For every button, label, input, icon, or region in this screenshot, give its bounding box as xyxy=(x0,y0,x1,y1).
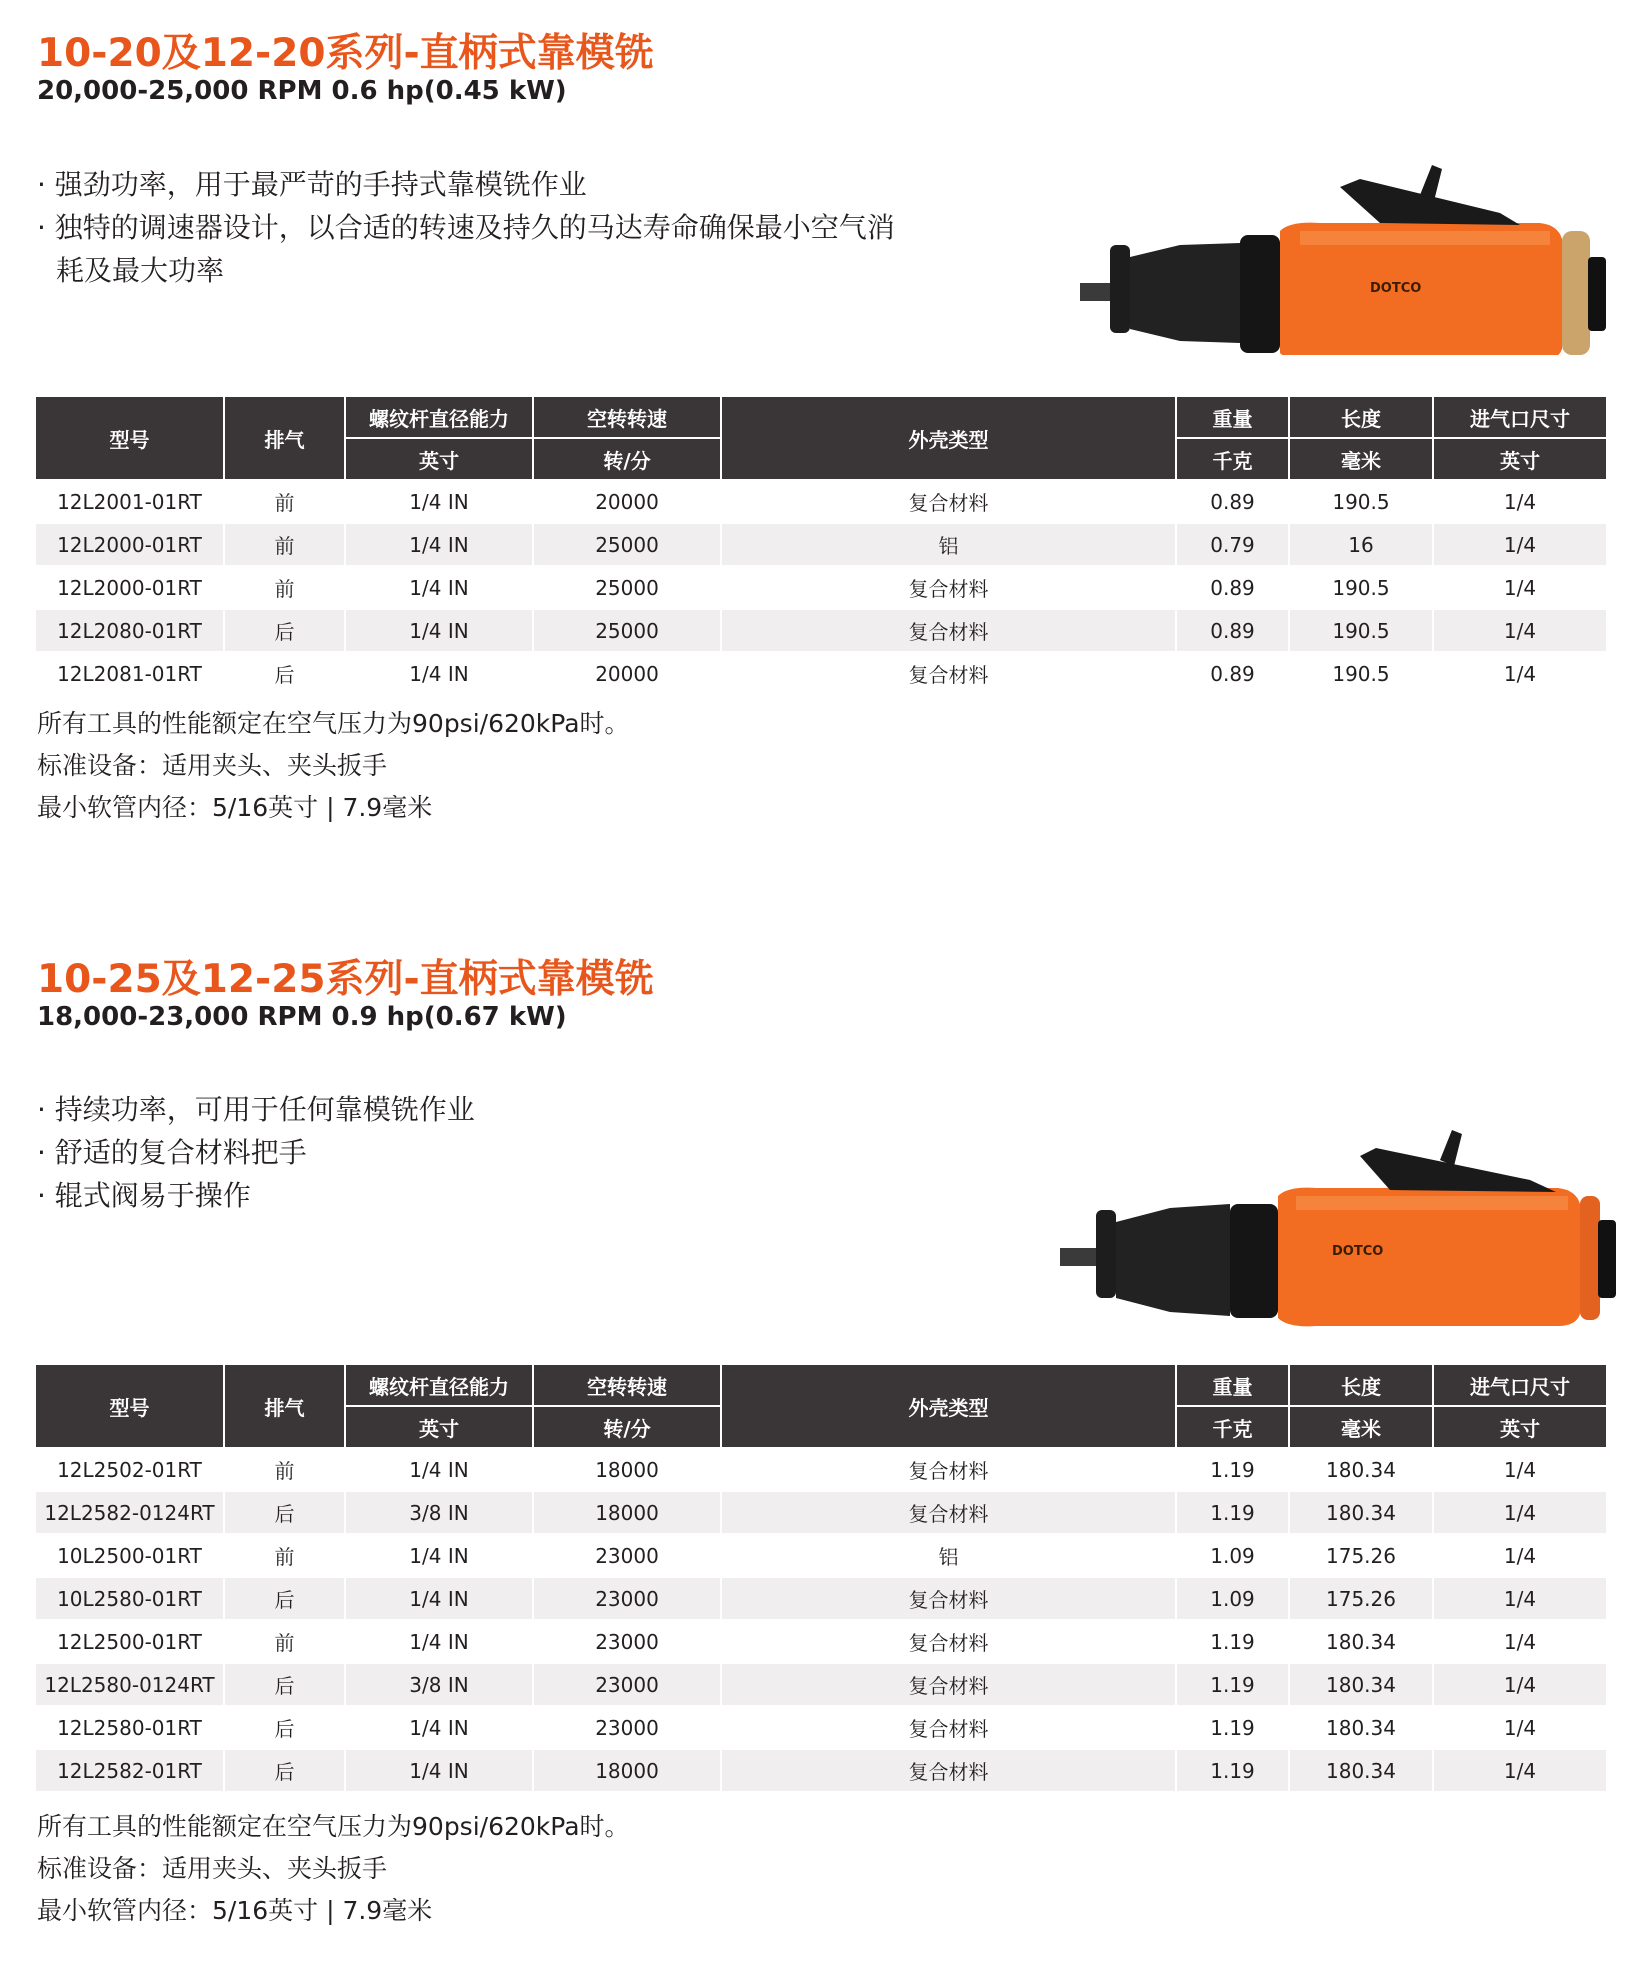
cell-collet: 3/8 IN xyxy=(345,1663,533,1706)
cell-model: 12L2080-01RT xyxy=(36,609,224,652)
cell-length: 175.26 xyxy=(1289,1534,1433,1577)
header-length: 长度 xyxy=(1289,1365,1433,1406)
table-row xyxy=(36,1749,1606,1791)
cell-exhaust: 后 xyxy=(224,1706,345,1749)
header-housing: 外壳类型 xyxy=(721,397,1176,480)
table-row xyxy=(36,1448,1606,1491)
cell-exhaust: 后 xyxy=(224,652,345,694)
tool-collar xyxy=(1240,235,1280,353)
tool-lever xyxy=(1360,1148,1556,1192)
table-row xyxy=(36,1491,1606,1534)
feature-item: · 舒适的复合材料把手 xyxy=(37,1136,307,1169)
note-equipment: 标准设备：适用夹头、夹头扳手 xyxy=(37,1854,388,1883)
cell-weight: 0.89 xyxy=(1176,480,1289,523)
cell-speed: 20000 xyxy=(533,480,721,523)
cell-speed: 23000 xyxy=(533,1663,721,1706)
tool-brand-label: DOTCO xyxy=(1370,281,1422,296)
notes xyxy=(37,703,630,829)
die-grinder-tool-image xyxy=(1060,1130,1620,1330)
table-row xyxy=(36,480,1606,523)
tool-end-cap xyxy=(1580,1196,1600,1320)
cell-inlet: 1/4 xyxy=(1433,1620,1606,1663)
header-speed-unit: 转/分 xyxy=(533,1406,721,1448)
header-collet: 螺纹杆直径能力 xyxy=(345,1365,533,1406)
header-speed-unit: 转/分 xyxy=(533,438,721,480)
tool-collar xyxy=(1230,1204,1278,1318)
cell-length: 190.5 xyxy=(1289,609,1433,652)
tool-air-inlet xyxy=(1588,257,1606,331)
cell-collet: 1/4 IN xyxy=(345,566,533,609)
cell-speed: 25000 xyxy=(533,609,721,652)
cell-exhaust: 后 xyxy=(224,1491,345,1534)
cell-model: 10L2580-01RT xyxy=(36,1577,224,1620)
cell-model: 12L2081-01RT xyxy=(36,652,224,694)
cell-inlet: 1/4 xyxy=(1433,1448,1606,1491)
table-row xyxy=(36,609,1606,652)
table-row xyxy=(36,1706,1606,1749)
cell-inlet: 1/4 xyxy=(1433,1577,1606,1620)
cell-collet: 1/4 IN xyxy=(345,523,533,566)
cell-model: 12L2580-01RT xyxy=(36,1706,224,1749)
cell-weight: 0.79 xyxy=(1176,523,1289,566)
section-title: 10-25及12-25系列-直柄式靠模铣 xyxy=(37,957,654,1002)
header-inlet: 进气口尺寸 xyxy=(1433,397,1606,438)
cell-weight: 1.19 xyxy=(1176,1620,1289,1663)
header-weight: 重量 xyxy=(1176,1365,1289,1406)
feature-item: · 持续功率，可用于任何靠模铣作业 xyxy=(37,1093,475,1126)
table-row xyxy=(36,1534,1606,1577)
cell-collet: 1/4 IN xyxy=(345,1749,533,1791)
cell-exhaust: 前 xyxy=(224,523,345,566)
cell-weight: 1.09 xyxy=(1176,1534,1289,1577)
tool-air-inlet xyxy=(1598,1220,1616,1298)
feature-item: · 独特的调速器设计，以合适的转速及持久的马达寿命确保最小空气消 xyxy=(37,211,895,244)
cell-speed: 23000 xyxy=(533,1577,721,1620)
header-weight-unit: 千克 xyxy=(1176,1406,1289,1448)
cell-inlet: 1/4 xyxy=(1433,652,1606,694)
tool-collet xyxy=(1130,243,1240,343)
feature-item: · 辊式阀易于操作 xyxy=(37,1179,251,1212)
cell-exhaust: 前 xyxy=(224,1620,345,1663)
section-subtitle: 18,000-23,000 RPM 0.9 hp(0.67 kW) xyxy=(37,1002,567,1032)
feature-list xyxy=(37,1088,475,1217)
cell-model: 12L2502-01RT xyxy=(36,1448,224,1491)
cell-collet: 1/4 IN xyxy=(345,1534,533,1577)
header-weight-unit: 千克 xyxy=(1176,438,1289,480)
cell-collet: 1/4 IN xyxy=(345,1706,533,1749)
table-row xyxy=(36,523,1606,566)
cell-weight: 0.89 xyxy=(1176,652,1289,694)
header-weight: 重量 xyxy=(1176,397,1289,438)
cell-collet: 1/4 IN xyxy=(345,652,533,694)
cell-speed: 18000 xyxy=(533,1749,721,1791)
tool-end-cap xyxy=(1562,231,1590,355)
header-length: 长度 xyxy=(1289,397,1433,438)
header-exhaust: 排气 xyxy=(224,1365,345,1448)
die-grinder-tool-image xyxy=(1080,165,1610,355)
cell-inlet: 1/4 xyxy=(1433,480,1606,523)
cell-housing: 铝 xyxy=(721,1534,1176,1577)
cell-exhaust: 后 xyxy=(224,1577,345,1620)
cell-length: 190.5 xyxy=(1289,652,1433,694)
feature-item: 耗及最大功率 xyxy=(56,254,225,287)
cell-housing: 复合材料 xyxy=(721,1749,1176,1791)
header-inlet-unit: 英寸 xyxy=(1433,1406,1606,1448)
cell-exhaust: 前 xyxy=(224,480,345,523)
header-model: 型号 xyxy=(36,1365,224,1448)
cell-housing: 复合材料 xyxy=(721,652,1176,694)
section-title: 10-20及12-20系列-直柄式靠模铣 xyxy=(37,31,654,76)
tool-brand-label: DOTCO xyxy=(1332,1244,1384,1259)
cell-length: 180.34 xyxy=(1289,1448,1433,1491)
cell-weight: 1.19 xyxy=(1176,1706,1289,1749)
cell-speed: 23000 xyxy=(533,1534,721,1577)
cell-inlet: 1/4 xyxy=(1433,1749,1606,1791)
cell-model: 12L2001-01RT xyxy=(36,480,224,523)
cell-inlet: 1/4 xyxy=(1433,1491,1606,1534)
header-speed: 空转转速 xyxy=(533,1365,721,1406)
cell-length: 180.34 xyxy=(1289,1491,1433,1534)
tool-collet xyxy=(1116,1204,1230,1316)
cell-housing: 复合材料 xyxy=(721,1620,1176,1663)
cell-model: 12L2580-0124RT xyxy=(36,1663,224,1706)
cell-collet: 1/4 IN xyxy=(345,1577,533,1620)
cell-speed: 20000 xyxy=(533,652,721,694)
cell-housing: 复合材料 xyxy=(721,1491,1176,1534)
header-collet: 螺纹杆直径能力 xyxy=(345,397,533,438)
table-row xyxy=(36,1577,1606,1620)
cell-inlet: 1/4 xyxy=(1433,1663,1606,1706)
header-inlet-unit: 英寸 xyxy=(1433,438,1606,480)
cell-housing: 复合材料 xyxy=(721,1448,1176,1491)
cell-speed: 25000 xyxy=(533,523,721,566)
cell-model: 12L2000-01RT xyxy=(36,523,224,566)
cell-housing: 复合材料 xyxy=(721,1663,1176,1706)
header-length-unit: 毫米 xyxy=(1289,438,1433,480)
cell-collet: 1/4 IN xyxy=(345,1448,533,1491)
cell-weight: 1.19 xyxy=(1176,1491,1289,1534)
spec-table xyxy=(36,1365,1606,1791)
cell-model: 12L2582-0124RT xyxy=(36,1491,224,1534)
cell-length: 180.34 xyxy=(1289,1663,1433,1706)
cell-length: 175.26 xyxy=(1289,1577,1433,1620)
cell-collet: 1/4 IN xyxy=(345,609,533,652)
cell-inlet: 1/4 xyxy=(1433,1534,1606,1577)
cell-exhaust: 前 xyxy=(224,566,345,609)
cell-speed: 23000 xyxy=(533,1706,721,1749)
tool-nose xyxy=(1110,245,1130,333)
cell-speed: 23000 xyxy=(533,1620,721,1663)
cell-inlet: 1/4 xyxy=(1433,609,1606,652)
note-pressure: 所有工具的性能额定在空气压力为90psi/620kPa时。 xyxy=(37,1812,630,1841)
cell-model: 12L2500-01RT xyxy=(36,1620,224,1663)
cell-model: 12L2000-01RT xyxy=(36,566,224,609)
cell-collet: 3/8 IN xyxy=(345,1491,533,1534)
cell-weight: 0.89 xyxy=(1176,609,1289,652)
section-subtitle: 20,000-25,000 RPM 0.6 hp(0.45 kW) xyxy=(37,76,567,106)
cell-collet: 1/4 IN xyxy=(345,480,533,523)
cell-housing: 铝 xyxy=(721,523,1176,566)
cell-length: 180.34 xyxy=(1289,1706,1433,1749)
cell-exhaust: 后 xyxy=(224,609,345,652)
cell-weight: 1.19 xyxy=(1176,1749,1289,1791)
note-hose: 最小软管内径：5/16英寸 | 7.9毫米 xyxy=(37,1896,433,1925)
table-row xyxy=(36,566,1606,609)
feature-item: · 强劲功率，用于最严苛的手持式靠模铣作业 xyxy=(37,168,587,201)
cell-weight: 1.19 xyxy=(1176,1448,1289,1491)
cell-length: 180.34 xyxy=(1289,1749,1433,1791)
tool-nose xyxy=(1096,1210,1116,1298)
spec-table xyxy=(36,397,1606,694)
feature-list xyxy=(37,163,895,292)
table-row xyxy=(36,1620,1606,1663)
header-speed: 空转转速 xyxy=(533,397,721,438)
table-row xyxy=(36,1663,1606,1706)
cell-weight: 1.09 xyxy=(1176,1577,1289,1620)
cell-length: 190.5 xyxy=(1289,480,1433,523)
cell-speed: 25000 xyxy=(533,566,721,609)
cell-housing: 复合材料 xyxy=(721,1706,1176,1749)
header-collet-unit: 英寸 xyxy=(345,438,533,480)
cell-model: 10L2500-01RT xyxy=(36,1534,224,1577)
cell-length: 16 xyxy=(1289,523,1433,566)
cell-weight: 1.19 xyxy=(1176,1663,1289,1706)
cell-speed: 18000 xyxy=(533,1491,721,1534)
cell-length: 180.34 xyxy=(1289,1620,1433,1663)
cell-model: 12L2582-01RT xyxy=(36,1749,224,1791)
cell-inlet: 1/4 xyxy=(1433,1706,1606,1749)
note-equipment: 标准设备：适用夹头、夹头扳手 xyxy=(37,751,388,780)
header-model: 型号 xyxy=(36,397,224,480)
cell-exhaust: 前 xyxy=(224,1448,345,1491)
header-housing: 外壳类型 xyxy=(721,1365,1176,1448)
cell-exhaust: 后 xyxy=(224,1749,345,1791)
cell-collet: 1/4 IN xyxy=(345,1620,533,1663)
cell-housing: 复合材料 xyxy=(721,480,1176,523)
cell-exhaust: 前 xyxy=(224,1534,345,1577)
cell-housing: 复合材料 xyxy=(721,1577,1176,1620)
cell-housing: 复合材料 xyxy=(721,566,1176,609)
header-length-unit: 毫米 xyxy=(1289,1406,1433,1448)
header-collet-unit: 英寸 xyxy=(345,1406,533,1448)
cell-speed: 18000 xyxy=(533,1448,721,1491)
table-row xyxy=(36,652,1606,694)
cell-housing: 复合材料 xyxy=(721,609,1176,652)
note-pressure: 所有工具的性能额定在空气压力为90psi/620kPa时。 xyxy=(37,709,630,738)
header-exhaust: 排气 xyxy=(224,397,345,480)
header-inlet: 进气口尺寸 xyxy=(1433,1365,1606,1406)
cell-weight: 0.89 xyxy=(1176,566,1289,609)
cell-inlet: 1/4 xyxy=(1433,566,1606,609)
note-hose: 最小软管内径：5/16英寸 | 7.9毫米 xyxy=(37,793,433,822)
cell-exhaust: 后 xyxy=(224,1663,345,1706)
cell-inlet: 1/4 xyxy=(1433,523,1606,566)
notes xyxy=(37,1806,630,1932)
cell-length: 190.5 xyxy=(1289,566,1433,609)
